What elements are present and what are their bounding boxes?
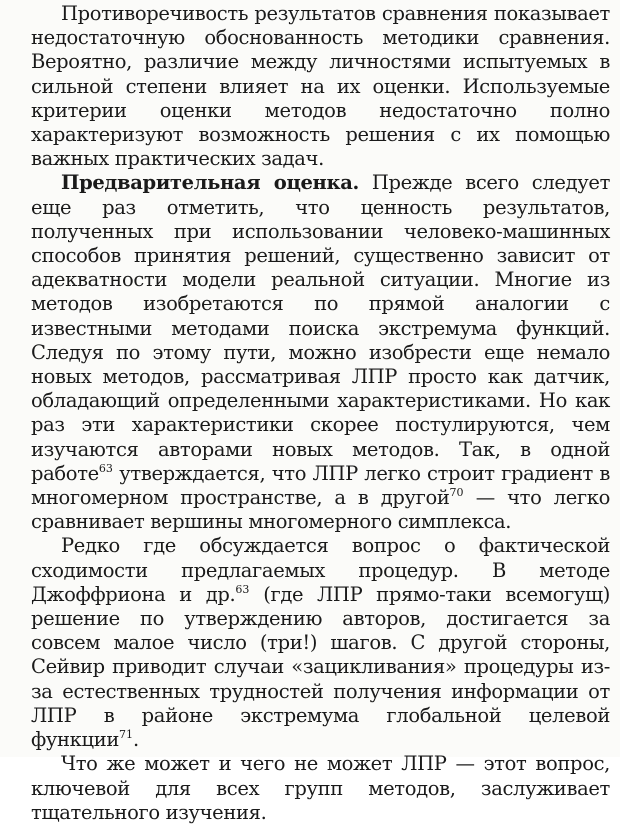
paragraph-text: Противоречивость результатов сравнения показывает недостаточную обоснованность методики сравнения. Вероятно, различие между личностями испытуемых в сильной степени влияет на их оценки. Используемые критерии оценки методов недостаточно полно характеризуют возможность решения с их помощью важных практических задач. [31, 2, 610, 171]
reference-marker: 63 [98, 461, 113, 475]
run-in-heading: Предварительная оценка. [61, 171, 359, 195]
paragraph-text: . [133, 728, 139, 752]
paragraph-text: Редко где обсуждается вопрос о фактической сходимости предлагаемых процедур. В методе Джоффриона и др. [31, 534, 610, 606]
paragraph-text: Что же может и чего не может ЛПР — этот вопрос, ключевой для всех групп методов, заслуживает тщательного изучения. [31, 752, 610, 824]
paragraph-comparison-contradictions [31, 2, 610, 171]
paragraph-text: Прежде всего следует еще раз отметить, что ценность результатов, полученных при использовании человеко-машинных способов принятия решений, существенно зависит от адекватности модели реальной ситуации. Многие из методов изобретаются по прямой аналогии с известными методами поиска экстремума функций. Следуя по этому пути, можно изобрести еще немало новых методов, рассматривая ЛПР просто как датчик, обладающий определенными характеристиками. Но как раз эти характеристики скорее постулируются, чем изучаются авторами новых методов. Так, в одной работе [31, 171, 611, 485]
paragraph-preliminary-assessment [31, 171, 610, 534]
paragraph-text: — что легко сравнивает вершины многомерного симплекса. [31, 486, 610, 534]
reference-marker: 63 [235, 582, 250, 596]
reference-marker: 70 [449, 486, 464, 500]
paragraph-text: (где ЛПР прямо-таки всемогущ) решение по утверждению авторов, достигается за совсем малое число (три!) шагов. С другой стороны, Сейвир приводит случаи «зацикливания» процедуры из-за естественных трудностей получения информации от ЛПР в районе экстремума глобальной целевой функции [31, 582, 610, 752]
paragraph-text: утверждается, что ЛПР легко строит градиент в многомерном пространстве, а в другой [31, 461, 610, 510]
paragraph-decision-maker-question [31, 752, 610, 825]
paragraph-convergence [31, 534, 610, 752]
reference-marker: 71 [119, 728, 134, 742]
